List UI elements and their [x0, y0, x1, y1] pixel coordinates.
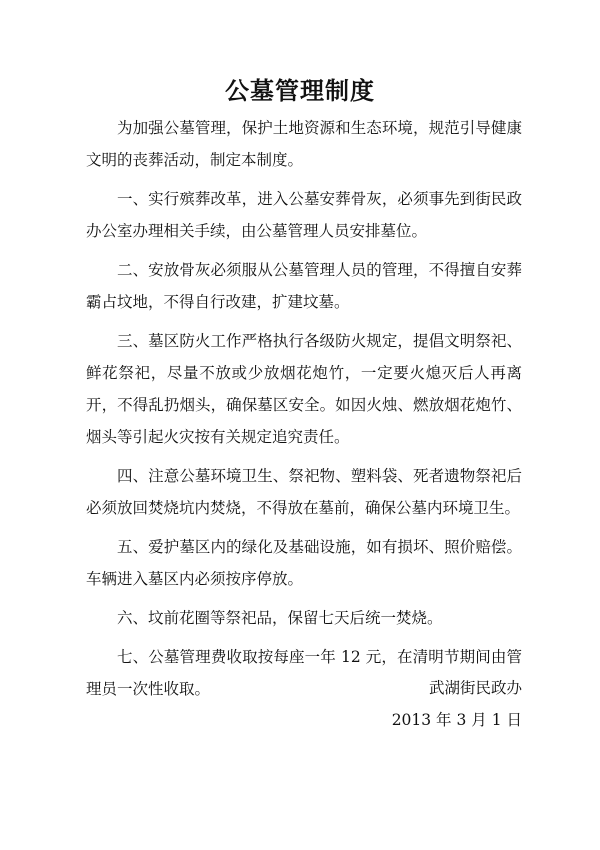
- paragraph-rule-3: 三、墓区防火工作严格执行各级防火规定，提倡文明祭祀、鲜花祭祀，尽量不放或少放烟花炮竹，一定要火熄灭后人再离开，不得乱扔烟头，确保墓区安全。如因火烛、燃放烟花炮竹、烟头等引起火灾按有关规定追究责任。: [86, 332, 522, 446]
- paragraph-rule-7: 七、公墓管理费收取按每座一年 12 元，在清明节期间由管理员一次性收取。: [86, 648, 522, 698]
- paragraph-rule-1: 一、实行殡葬改革，进入公墓安葬骨灰，必须事先到街民政办公室办理相关手续，由公墓管理人员安排墓位。: [86, 190, 522, 240]
- paragraph-rule-6: 六、坟前花圈等祭祀品，保留七天后统一焚烧。: [117, 609, 443, 627]
- paragraph-rule-5: 五、爱护墓区内的绿化及基础设施，如有损坏、照价赔偿。车辆进入墓区内必须按序停放。: [86, 538, 522, 588]
- paragraph-rule-2: 二、安放骨灰必须服从公墓管理人员的管理，不得擅自安葬霸占坟地，不得自行改建，扩建坟墓。: [86, 261, 522, 311]
- paragraph-rule-4: 四、注意公墓环境卫生、祭祀物、塑料袋、死者遗物祭祀后必须放回焚烧坑内焚烧，不得放在墓前，确保公墓内环境卫生。: [86, 467, 522, 517]
- issue-date: 2013 年 3 月 1 日: [391, 711, 522, 729]
- document-title: 公墓管理制度: [225, 77, 375, 105]
- paragraph-intro: 为加强公墓管理，保护土地资源和生态环境，规范引导健康文明的丧葬活动，制定本制度。: [86, 119, 522, 169]
- issuer-signature: 武湖街民政办: [428, 679, 522, 697]
- document-body: [86, 112, 522, 712]
